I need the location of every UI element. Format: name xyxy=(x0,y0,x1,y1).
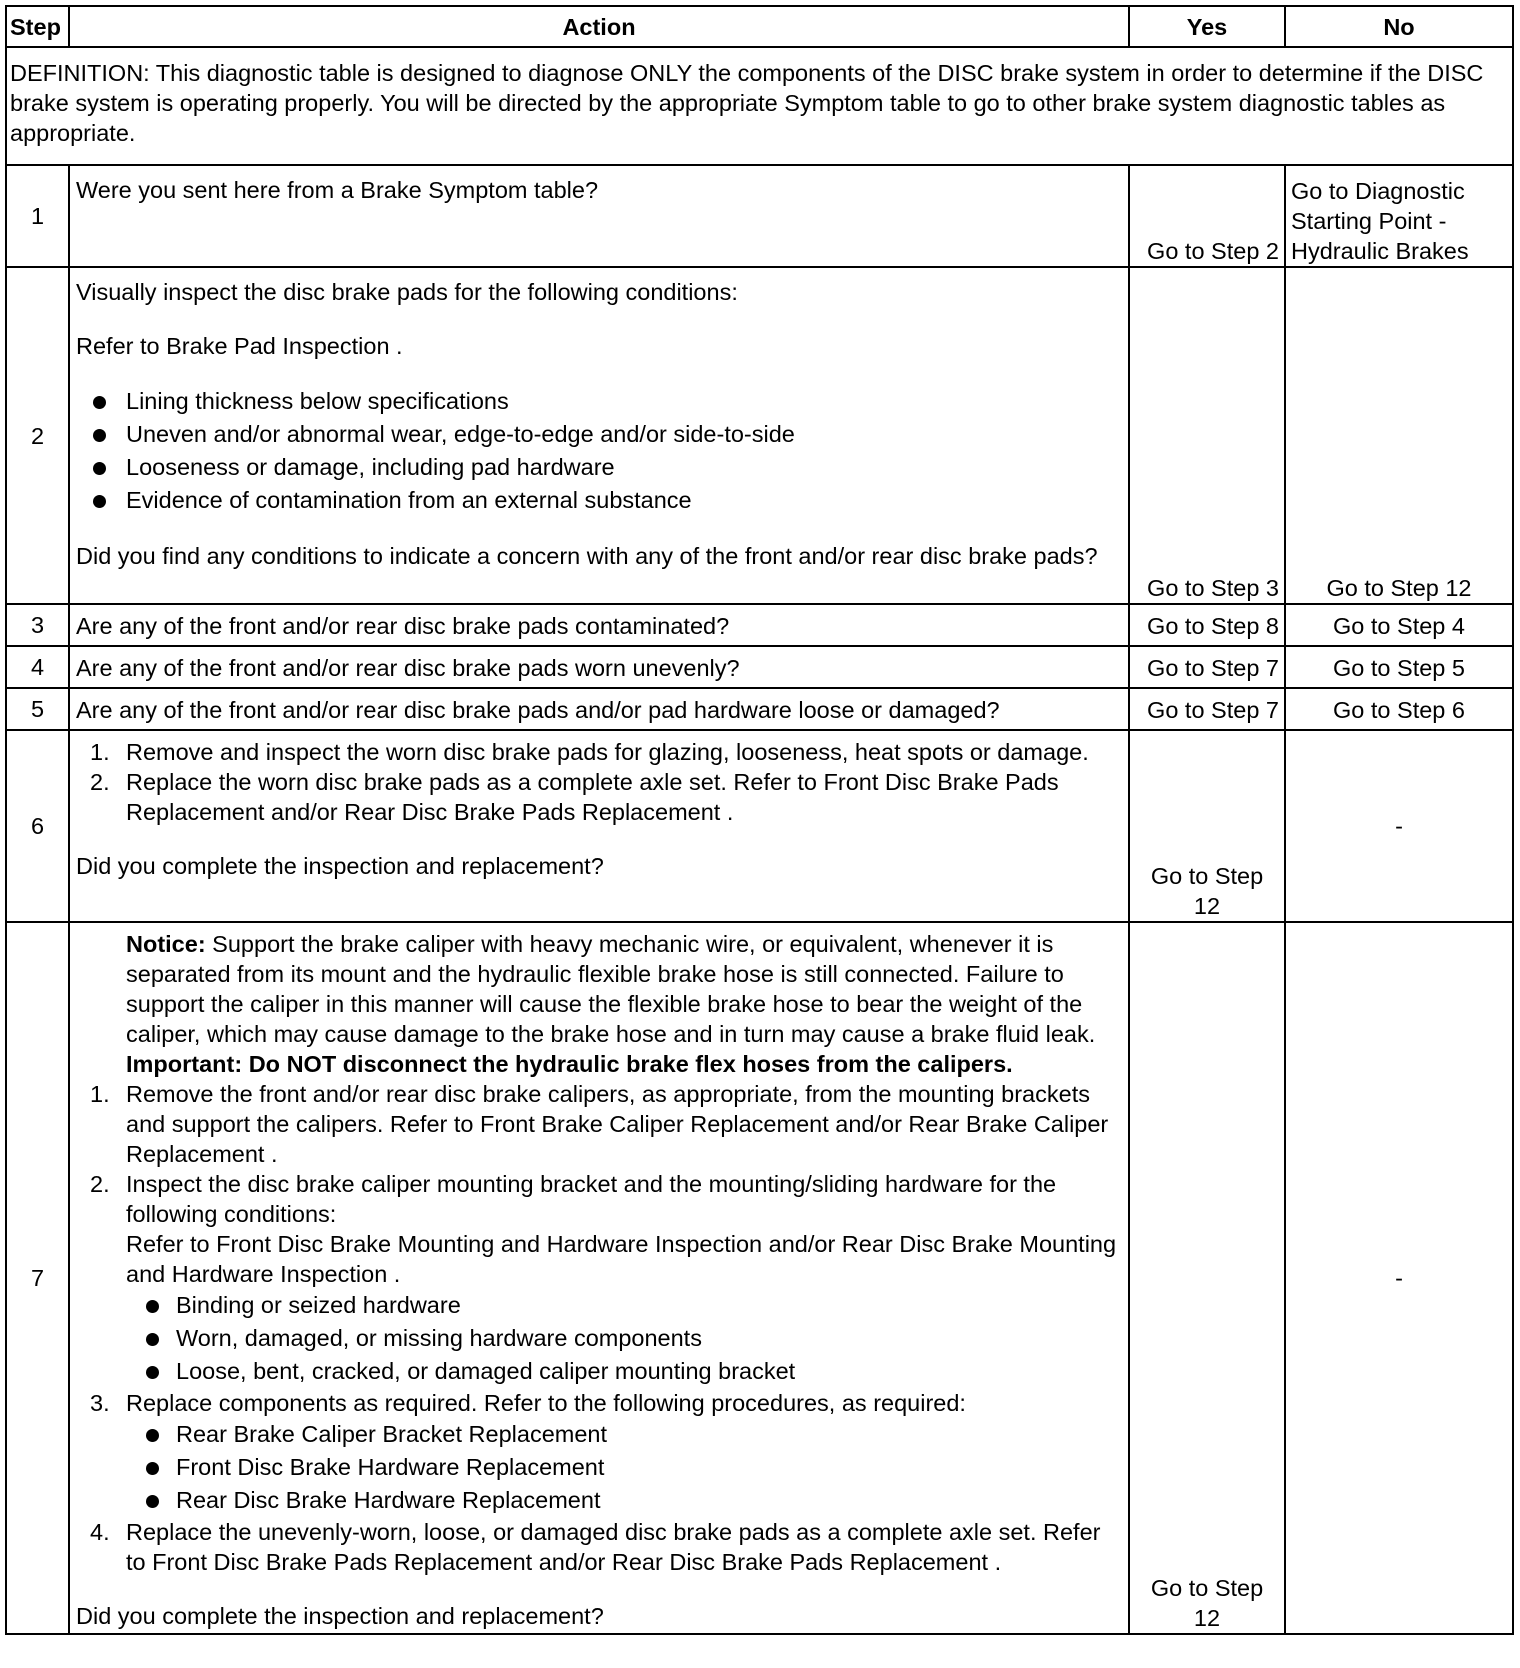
list-item: Evidence of contamination from an external substance xyxy=(76,484,1123,517)
step-no: Go to Step 12 xyxy=(1285,267,1513,604)
step-action: Are any of the front and/or rear disc brake pads worn unevenly? xyxy=(69,646,1129,688)
step-number: 2 xyxy=(6,267,69,604)
step-number: 4 xyxy=(6,646,69,688)
header-yes: Yes xyxy=(1129,6,1285,47)
step-action: Were you sent here from a Brake Symptom table? xyxy=(69,165,1129,267)
header-action: Action xyxy=(69,6,1129,47)
notice-text: Notice: Support the brake caliper with heavy mechanic wire, or equivalent, whenever it is separated from its mount and the hydraulic flexible brake hose is still connected. Failure to support the caliper in this manner will cause the flexible brake hose to bear the weight of the caliper, which may cause damage to the brake hose and in turn may cause a brake fluid leak. xyxy=(126,931,1096,1047)
step-row-4 xyxy=(6,646,1513,688)
list-item: Looseness or damage, including pad hardware xyxy=(76,451,1123,484)
list-item: Uneven and/or abnormal wear, edge-to-edge and/or side-to-side xyxy=(76,418,1123,451)
list-item: 1. Remove the front and/or rear disc brake calipers, as appropriate, from the mounting brackets and support the calipers. Refer to Front Brake Caliper Replacement and/or Rear Brake Caliper Replacement . xyxy=(90,1081,1109,1167)
step-row-3 xyxy=(6,604,1513,646)
list-item: Rear Disc Brake Hardware Replacement xyxy=(126,1484,1123,1517)
list-item: Rear Brake Caliper Bracket Replacement xyxy=(126,1418,1123,1451)
procedure-list xyxy=(126,1418,1123,1517)
step-action xyxy=(69,730,1129,922)
step-row-7 xyxy=(6,922,1513,1634)
list-item: Lining thickness below specifications xyxy=(76,385,1123,418)
step-action xyxy=(69,922,1129,1634)
step-row-1 xyxy=(6,165,1513,267)
step-refer: Refer to Brake Pad Inspection . xyxy=(76,333,403,359)
diagnostic-table xyxy=(5,5,1514,1635)
step-intro: Visually inspect the disc brake pads for the following conditions: xyxy=(76,279,738,305)
step-number: 7 xyxy=(6,922,69,1634)
step-no: Go to Diagnostic Starting Point - Hydraulic Brakes xyxy=(1285,165,1513,267)
condition-list xyxy=(76,385,1123,517)
step-question: Did you complete the inspection and replacement? xyxy=(76,1603,604,1629)
step-row-6 xyxy=(6,730,1513,922)
important-text: Important: Do NOT disconnect the hydraulic brake flex hoses from the calipers. xyxy=(126,1051,1013,1077)
header-step: Step xyxy=(6,6,69,47)
step-yes: Go to Step 8 xyxy=(1129,604,1285,646)
list-item: Binding or seized hardware xyxy=(126,1289,1123,1322)
numbered-list xyxy=(76,1079,1123,1577)
list-item: 3. Replace components as required. Refer to the following procedures, as required: Rear Brake Caliper Bracket Replacement Front Disc Brake Hardware Replacement Rear Disc Brake Hardware Replacement xyxy=(76,1388,1123,1517)
definition-row xyxy=(6,47,1513,165)
step-yes: Go to Step 7 xyxy=(1129,646,1285,688)
list-item: 2. Replace the worn disc brake pads as a complete axle set. Refer to Front Disc Brake Pads Replacement and/or Rear Disc Brake Pads Replacement . xyxy=(90,769,1059,825)
step-action: Are any of the front and/or rear disc brake pads contaminated? xyxy=(69,604,1129,646)
step-row-5 xyxy=(6,688,1513,730)
step-no: Go to Step 5 xyxy=(1285,646,1513,688)
list-item: 4. Replace the unevenly-worn, loose, or damaged disc brake pads as a complete axle set. Refer to Front Disc Brake Pads Replacement and/or Rear Disc Brake Pads Replacement . xyxy=(90,1519,1101,1575)
list-item: Loose, bent, cracked, or damaged caliper mounting bracket xyxy=(126,1355,1123,1388)
hardware-condition-list xyxy=(126,1289,1123,1388)
list-item: Front Disc Brake Hardware Replacement xyxy=(126,1451,1123,1484)
header-no: No xyxy=(1285,6,1513,47)
step-yes: Go to Step 7 xyxy=(1129,688,1285,730)
step-number: 3 xyxy=(6,604,69,646)
step-no: Go to Step 6 xyxy=(1285,688,1513,730)
step-yes: Go to Step 12 xyxy=(1129,922,1285,1634)
numbered-list xyxy=(76,737,1123,827)
definition-text: DEFINITION: This diagnostic table is designed to diagnose ONLY the components of the DISC brake system in order to determine if the DISC brake system is operating properly. You will be directed by the appropriate Symptom table to go to other brake system diagnostic tables as appropriate. xyxy=(6,47,1513,165)
step-number: 6 xyxy=(6,730,69,922)
list-item: Worn, damaged, or missing hardware components xyxy=(126,1322,1123,1355)
step-yes: Go to Step 2 xyxy=(1129,165,1285,267)
step-number: 1 xyxy=(6,165,69,267)
step-question: Did you find any conditions to indicate a concern with any of the front and/or rear disc brake pads? xyxy=(76,543,1098,569)
header-row xyxy=(6,6,1513,47)
step-action: Are any of the front and/or rear disc brake pads and/or pad hardware loose or damaged? xyxy=(69,688,1129,730)
step-action xyxy=(69,267,1129,604)
step-number: 5 xyxy=(6,688,69,730)
step-question: Did you complete the inspection and replacement? xyxy=(76,853,604,879)
list-item: 1. Remove and inspect the worn disc brake pads for glazing, looseness, heat spots or damage. xyxy=(90,739,1089,765)
step-row-2 xyxy=(6,267,1513,604)
step-no: - xyxy=(1285,922,1513,1634)
list-item: 2. Inspect the disc brake caliper mounting bracket and the mounting/sliding hardware for the following conditions: Refer to Front Disc Brake Mounting and Hardware Inspection and/or Rear Disc Brake Mounting and Hardware Inspection . Binding or seized hardware Worn, damaged, or missing hardware components Loose, bent, cracked, or damaged caliper mounting bracket xyxy=(76,1169,1123,1388)
step-no: - xyxy=(1285,730,1513,922)
step-yes: Go to Step 3 xyxy=(1129,267,1285,604)
step-yes: Go to Step 12 xyxy=(1129,730,1285,922)
step-no: Go to Step 4 xyxy=(1285,604,1513,646)
